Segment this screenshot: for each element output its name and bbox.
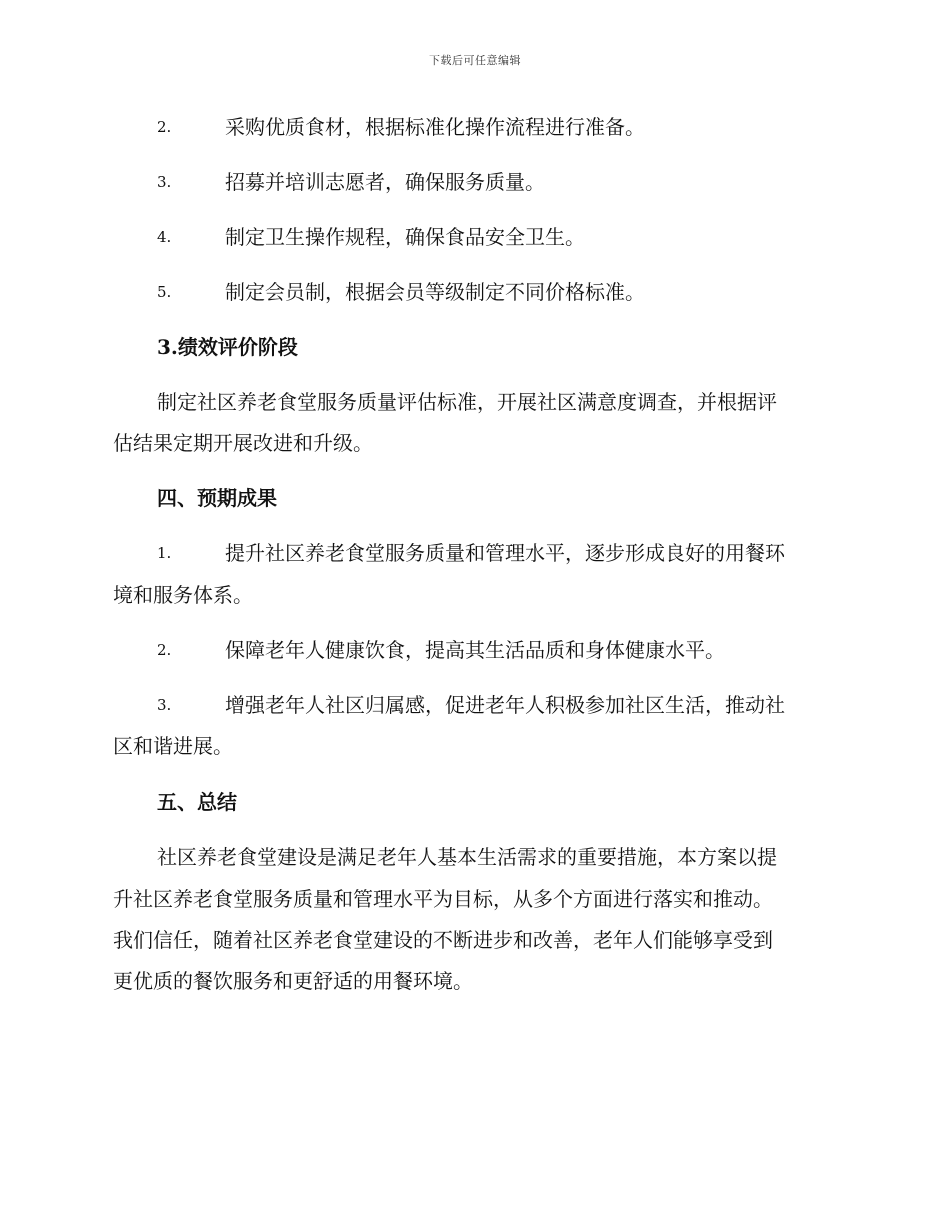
list-item-text: 制定卫生操作规程，确保食品安全卫生。 [225, 225, 585, 249]
summary-paragraph-line: 升社区养老食堂服务质量和管理水平为目标，从多个方面进行落实和推动。 [113, 887, 773, 911]
list-item-number: 2. [157, 118, 172, 136]
summary-heading: 五、总结 [157, 790, 237, 814]
stage3-paragraph-line: 制定社区养老食堂服务质量评估标准，开展社区满意度调查，并根据评 [157, 390, 777, 414]
list-item-text: 采购优质食材，根据标准化操作流程进行准备。 [225, 115, 645, 139]
list-item-text: 制定会员制，根据会员等级制定不同价格标准。 [225, 280, 645, 304]
list-item-number: 3. [157, 696, 172, 714]
stage3-paragraph-line: 估结果定期开展改进和升级。 [113, 431, 373, 455]
stage3-heading: 3.绩效评价阶段 [157, 335, 298, 359]
list-item-number: 5. [157, 283, 172, 301]
summary-paragraph-line: 社区养老食堂建设是满足老年人基本生活需求的重要措施，本方案以提 [157, 845, 777, 869]
list-item-number: 2. [157, 641, 172, 659]
expected-results-heading: 四、预期成果 [157, 486, 277, 510]
list-item-number: 3. [157, 173, 172, 191]
list-item-number: 4. [157, 228, 172, 246]
summary-paragraph-line: 我们信任，随着社区养老食堂建设的不断进步和改善，老年人们能够享受到 [113, 928, 773, 952]
list-item-continuation: 境和服务体系。 [113, 583, 253, 607]
list-item-text: 招募并培训志愿者，确保服务质量。 [225, 170, 545, 194]
list-item-number: 1. [157, 544, 172, 562]
list-item-text: 提升社区养老食堂服务质量和管理水平，逐步形成良好的用餐环 [225, 541, 785, 565]
list-item-continuation: 区和谐进展。 [113, 734, 233, 758]
list-item-text: 保障老年人健康饮食，提高其生活品质和身体健康水平。 [225, 638, 725, 662]
summary-paragraph-line: 更优质的餐饮服务和更舒适的用餐环境。 [113, 969, 473, 993]
list-item-text: 增强老年人社区归属感，促进老年人积极参加社区生活，推动社 [225, 693, 785, 717]
page-header-note: 下载后可任意编辑 [429, 54, 521, 67]
